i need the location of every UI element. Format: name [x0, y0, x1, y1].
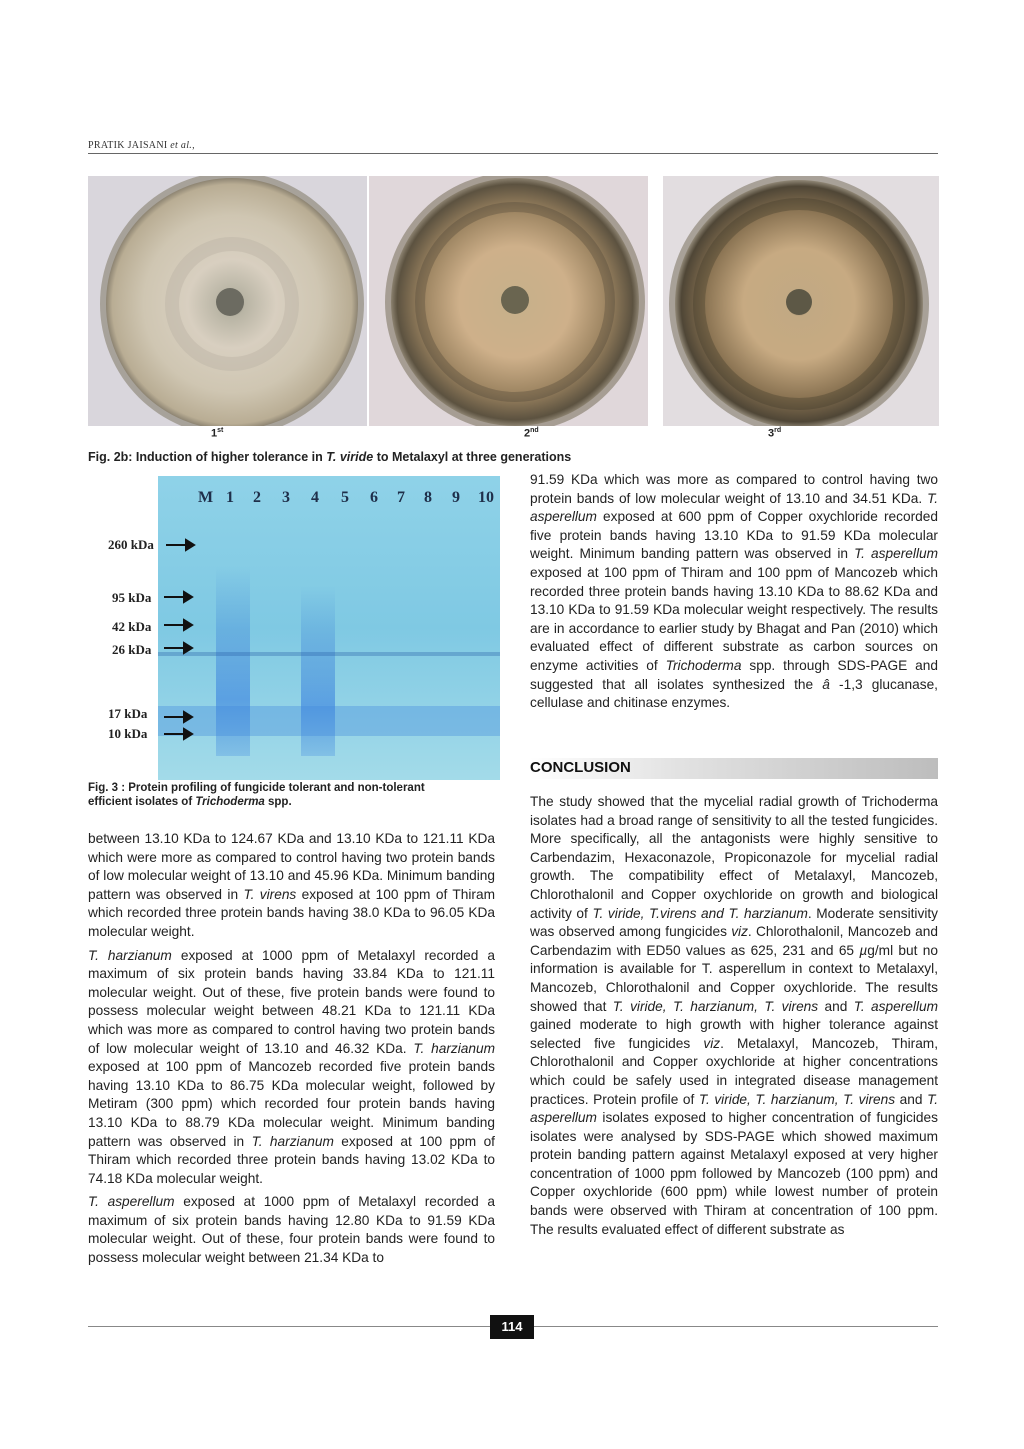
gel-marker-95: 95 kDa — [112, 590, 152, 605]
gel-lane-label-4: 4 — [311, 489, 319, 506]
gel-lane-label-2: 2 — [253, 489, 261, 506]
petri-plate-photo-3 — [663, 176, 939, 426]
gel-marker-10: 10 kDa — [108, 726, 148, 741]
conclusion-text — [530, 793, 938, 1244]
running-head — [88, 140, 195, 151]
gel-lane-label-10: 10 — [478, 489, 494, 506]
right-paragraph-1: 91.59 KDa which was more as compared to control having two protein bands of low molecular weight of 13.10 and 34.51 KDa. T. asperellum exposed at 600 ppm of Copper oxychloride recorded five protein bands having 13.10 KDa to 91.59 KDa molecular weight. Minimum banding pattern was observed in T. asperellum exposed at 100 ppm of Thiram and 100 ppm of Mancozeb which recorded three protein bands having 13.10 KDa to 88.62 KDa and 13.10 KDa to 91.59 KDa molecular weight respectively. The results are in accordance to earlier study by Bhagat and Pan (2010) which evaluated effect of different substrate as carbon sources on enzyme activities of Trichoderma spp. through SDS-PAGE and suggested that all isolates synthesized the â -1,3 glucanase, cellulase and chitinase enzymes. — [530, 472, 939, 711]
gel-lane-label-5: 5 — [341, 489, 349, 506]
running-head-author: PRATIK JAISANI — [88, 140, 168, 151]
conclusion-heading: CONCLUSION — [530, 759, 631, 776]
plate-label-2: 2nd — [524, 427, 539, 440]
petri-plate-photo-1 — [88, 176, 367, 426]
gel-lane-label-8: 8 — [424, 489, 432, 506]
petri-plate-photo-2 — [369, 176, 648, 426]
left-paragraph-3: T. asperellum exposed at 1000 ppm of Metalaxyl recorded a maximum of six protein bands having 12.80 KDa to 91.59 KDa molecular weight. Out of these, four protein bands were found to possess molecular weight between 21.34 KDa to — [88, 1194, 495, 1266]
figure-2b-caption: Fig. 2b: Induction of higher tolerance in T. viride to Metalaxyl at three generations — [88, 450, 572, 464]
plate-label-1: 1st — [211, 427, 224, 440]
footer-rule-right — [534, 1326, 938, 1327]
gel-marker-42: 42 kDa — [112, 619, 152, 634]
left-paragraph-2: T. harzianum exposed at 1000 ppm of Metalaxyl recorded a maximum of six protein bands having 33.84 KDa to 121.11 molecular weight. Out of these, five protein bands were found to possess molecular weight between 48.21 KDa to 121.11 KDa which was more as compared to control having two protein bands of low molecular weight of 13.10 and 46.32 KDa. T. harzianum exposed at 100 ppm of Mancozeb recorded five protein bands having 13.10 KDa to 86.75 KDa molecular weight, followed by Metiram (300 ppm) which recorded four protein bands having 13.10 KDa to 88.79 KDa molecular weight. Minimum banding pattern was observed in T. harzianum exposed at 100 ppm of Thiram which recorded three protein bands having 13.02 KDa to 74.18 KDa molecular weight. — [88, 947, 496, 1186]
page-number: 114 — [490, 1315, 534, 1339]
gel-lane-label-7: 7 — [397, 489, 405, 506]
gel-marker-26: 26 kDa — [112, 642, 152, 657]
sds-page-gel-figure — [106, 476, 500, 780]
gel-lane-label-3: 3 — [282, 489, 290, 506]
gel-marker-17: 17 kDa — [108, 706, 148, 721]
gel-lane-label-m: M — [198, 489, 214, 506]
left-paragraph-1: between 13.10 KDa to 124.67 KDa and 13.10 KDa to 121.11 KDa which were more as compared to control having two protein bands of low molecular weight of 13.10 and 45.96 KDa. Minimum banding pattern was observed in T. virens exposed at 100 ppm of Thiram which recorded three protein bands having 38.0 KDa to 96.05 KDa molecular weight. — [88, 831, 495, 939]
header-rule — [88, 153, 938, 154]
footer-rule-left — [88, 1326, 490, 1327]
right-column-text-top — [530, 471, 938, 718]
left-column-text — [88, 830, 495, 1273]
gel-lane-label-9: 9 — [452, 489, 460, 506]
conclusion-paragraph: The study showed that the mycelial radial growth of Trichoderma isolates had a broad range of sensitivity to all the tested fungicides. More specifically, all the antagonists were highly sensitive to Carbendazim, Hexaconazole, Propiconazole for mycelial radial growth. The compatibility effect of Metalaxyl, Mancozeb, Chlorothalonil and Copper oxychloride on growth and biological activity of T. viride, T.virens and T. harzianum. Moderate sensitivity was observed among fungicides viz. Chlorothalonil, Mancozeb and Carbendazim with ED50 values as 625, 231 and 65 µg/ml but no information is available for T. asperellum in context to Metalaxyl, Mancozeb, Chlorothalonil and Copper oxychloride. The results showed that T. viride, T. harzianum, T. virens and T. asperellum gained moderate to high growth with higher tolerance against selected five fungicides viz. Metalaxyl, Mancozeb, Thiram, Chlorothalonil and Copper oxychloride at higher concentrations which could be safely used in integrated disease management practices. Protein profile of T. viride, T. harzianum, T. virens and T. asperellum isolates exposed to higher concentration of fungicides isolates were analysed by SDS-PAGE which showed maximum protein banding pattern against Metalaxyl exposed at very higher concentration of 1000 ppm followed by Mancozeb (100 ppm) and Copper oxychloride (600 ppm) while lowest number of protein bands were observed with Thiram at concentration of 100 ppm. The results evaluated effect of different substrate as — [530, 794, 939, 1237]
plate-label-3: 3rd — [768, 427, 782, 440]
gel-marker-260: 260 kDa — [108, 537, 154, 552]
gel-lane-label-1: 1 — [226, 489, 234, 506]
figure-3-caption: Fig. 3 : Protein profiling of fungicide tolerant and non-tolerant efficient isolates of Trichoderma spp. — [88, 782, 425, 808]
gel-lane-label-6: 6 — [370, 489, 378, 506]
running-head-etal: et al., — [170, 140, 195, 151]
